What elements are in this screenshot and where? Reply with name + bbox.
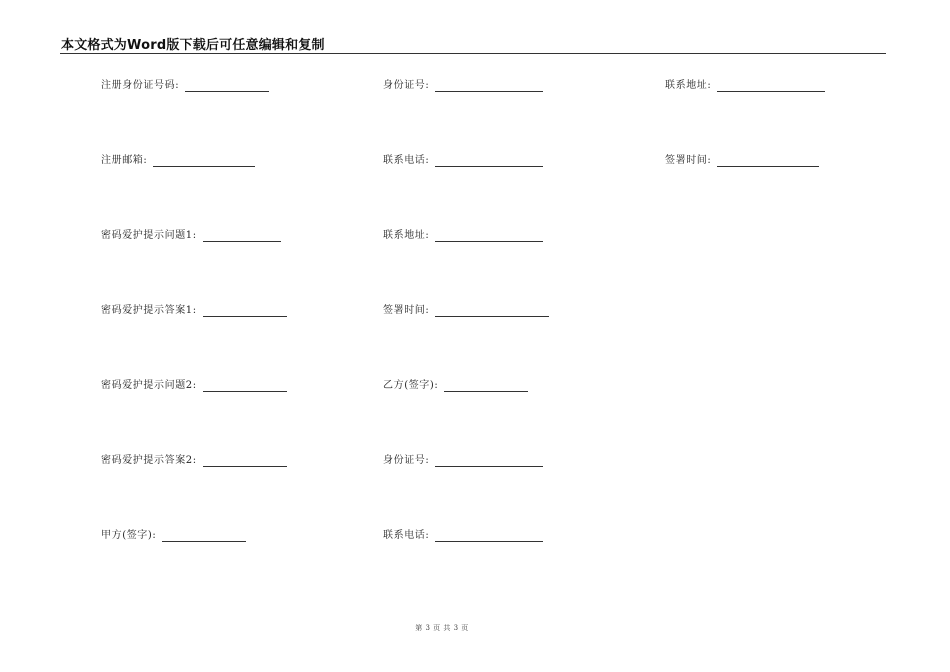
- field-label: 密码爱护提示答案2:: [101, 455, 197, 466]
- field-label: 签署时间:: [665, 155, 712, 166]
- field-label: 身份证号:: [383, 80, 430, 91]
- field-label: 联系电话:: [383, 530, 430, 541]
- fill-blank[interactable]: [435, 81, 543, 92]
- field-id-number-registered: [101, 80, 269, 92]
- fill-blank[interactable]: [435, 456, 543, 467]
- fill-blank[interactable]: [435, 306, 549, 317]
- fill-blank[interactable]: [435, 231, 543, 242]
- field-label: 注册邮箱:: [101, 155, 148, 166]
- field-sign-date: [665, 155, 819, 167]
- fill-blank[interactable]: [162, 531, 246, 542]
- field-label: 甲方(签字):: [101, 530, 157, 541]
- fill-blank[interactable]: [435, 156, 543, 167]
- field-id-number-2: [383, 455, 543, 467]
- fill-blank[interactable]: [717, 81, 825, 92]
- field-security-answer-1: [101, 305, 287, 317]
- field-security-question-2: [101, 380, 287, 392]
- page-number: 第 3 页 共 3 页: [415, 624, 469, 632]
- field-label: 联系电话:: [383, 155, 430, 166]
- field-contact-address-2: [383, 230, 543, 242]
- field-registered-email: [101, 155, 255, 167]
- field-contact-phone: [383, 155, 543, 167]
- fill-blank[interactable]: [203, 306, 287, 317]
- fill-blank[interactable]: [203, 456, 287, 467]
- field-security-question-1: [101, 230, 281, 242]
- field-label: 联系地址:: [665, 80, 712, 91]
- field-sign-date-2: [383, 305, 549, 317]
- fill-blank[interactable]: [444, 381, 528, 392]
- fill-blank[interactable]: [203, 381, 287, 392]
- field-label: 密码爱护提示问题2:: [101, 380, 197, 391]
- fill-blank[interactable]: [717, 156, 819, 167]
- header-divider: [60, 53, 886, 54]
- field-id-number: [383, 80, 543, 92]
- field-party-b-signature: [383, 380, 528, 392]
- field-label: 乙方(签字):: [383, 380, 439, 391]
- fill-blank[interactable]: [153, 156, 255, 167]
- field-security-answer-2: [101, 455, 287, 467]
- field-label: 密码爱护提示问题1:: [101, 230, 197, 241]
- header-title: 本文格式为Word版下载后可任意编辑和复制: [61, 38, 325, 53]
- field-label: 密码爱护提示答案1:: [101, 305, 197, 316]
- field-label: 注册身份证号码:: [101, 80, 180, 91]
- field-label: 联系地址:: [383, 230, 430, 241]
- field-contact-address: [665, 80, 825, 92]
- field-label: 身份证号:: [383, 455, 430, 466]
- field-contact-phone-2: [383, 530, 543, 542]
- field-label: 签署时间:: [383, 305, 430, 316]
- fill-blank[interactable]: [435, 531, 543, 542]
- fill-blank[interactable]: [185, 81, 269, 92]
- fill-blank[interactable]: [203, 231, 281, 242]
- field-party-a-signature: [101, 530, 246, 542]
